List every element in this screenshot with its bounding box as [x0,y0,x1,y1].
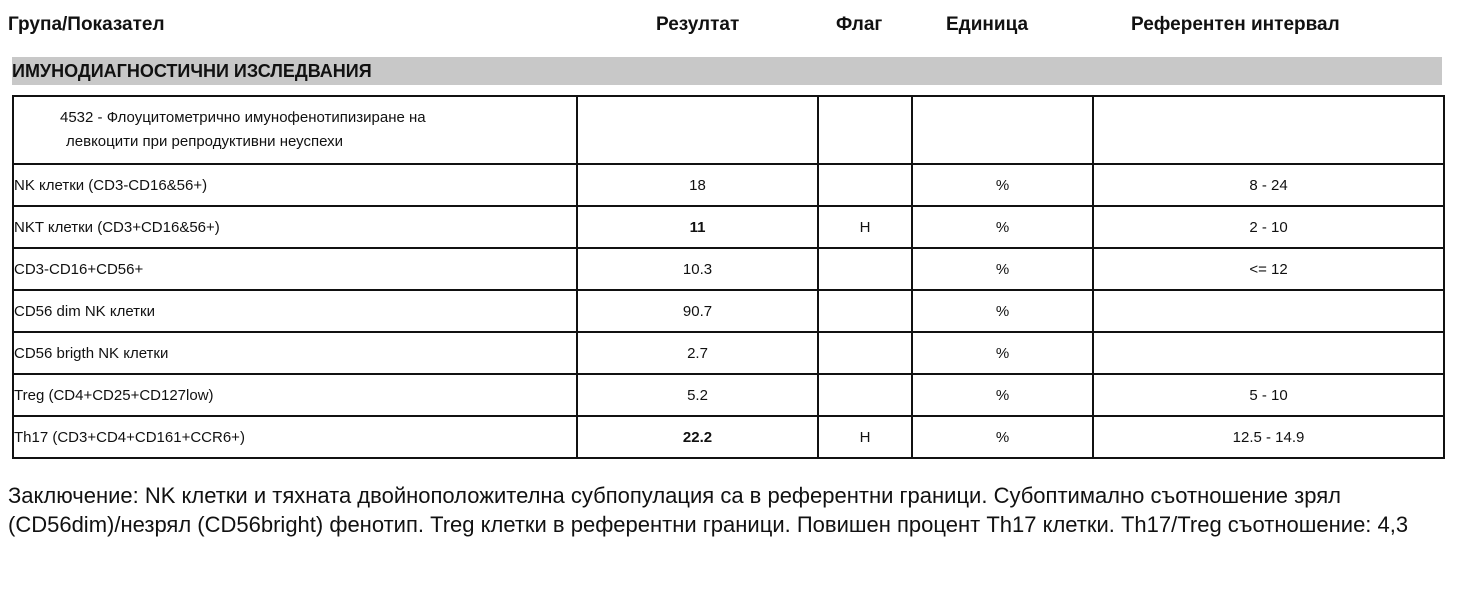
table-row [13,248,1444,290]
table-row [13,164,1444,206]
flag-value [818,164,912,206]
reference-range: 5 - 10 [1093,374,1444,416]
table-row [13,416,1444,458]
result-value: 90.7 [577,290,818,332]
table-row [13,374,1444,416]
intro-result-cell [577,96,818,164]
flag-value: H [818,416,912,458]
result-value: 10.3 [577,248,818,290]
header-result: Резултат [656,14,740,35]
reference-range [1093,332,1444,374]
intro-unit-cell [912,96,1093,164]
result-value: 5.2 [577,374,818,416]
header-group: Група/Показател [8,14,165,35]
test-description [13,96,577,164]
header-unit: Единица [946,14,1029,35]
intro-ref-cell [1093,96,1444,164]
reference-range: 2 - 10 [1093,206,1444,248]
table-row [13,332,1444,374]
reference-range: 8 - 24 [1093,164,1444,206]
flag-value [818,332,912,374]
flag-value [818,374,912,416]
test-description-line2: левкоцити при репродуктивни неуспехи [66,133,344,150]
intro-flag-cell [818,96,912,164]
header-flag: Флаг [836,14,883,35]
unit-value: % [912,332,1093,374]
header-reference: Референтен интервал [1131,14,1340,35]
unit-value: % [912,164,1093,206]
reference-range: <= 12 [1093,248,1444,290]
parameter-name: CD3-CD16+CD56+ [13,248,577,290]
reference-range [1093,290,1444,332]
parameter-name: CD56 dim NK клетки [13,290,577,332]
test-intro-row [13,96,1444,164]
section-header [12,57,1442,85]
unit-value: % [912,206,1093,248]
table-row [13,290,1444,332]
conclusion-text: Заключение: NK клетки и тяхната двойноположителна субпопулация са в референтни граници. Субоптимално съотношение зрял (CD56dim)/незрял (CD56bright) фенотип. Treg клетки в референтни граници. Повишен процент Th17 клетки. Th17/Treg съотношение: 4,3 [8,483,1409,537]
unit-value: % [912,290,1093,332]
column-headers [0,14,1460,44]
unit-value: % [912,416,1093,458]
flag-value: H [818,206,912,248]
flag-value [818,248,912,290]
parameter-name: Treg (CD4+CD25+CD127low) [13,374,577,416]
parameter-name: Th17 (CD3+CD4+CD161+CCR6+) [13,416,577,458]
table-row [13,206,1444,248]
unit-value: % [912,248,1093,290]
result-value: 11 [577,206,818,248]
result-value: 18 [577,164,818,206]
parameter-name: NK клетки (CD3-CD16&56+) [13,164,577,206]
unit-value: % [912,374,1093,416]
flag-value [818,290,912,332]
reference-range: 12.5 - 14.9 [1093,416,1444,458]
section-title: ИМУНОДИАГНОСТИЧНИ ИЗСЛЕДВАНИЯ [12,61,372,81]
result-value: 2.7 [577,332,818,374]
result-value: 22.2 [577,416,818,458]
parameter-name: NKT клетки (CD3+CD16&56+) [13,206,577,248]
parameter-name: CD56 brigth NK клетки [13,332,577,374]
test-description-line1: 4532 - Флоуцитометрично имунофенотипизиране на [60,109,426,126]
results-table [12,95,1445,459]
